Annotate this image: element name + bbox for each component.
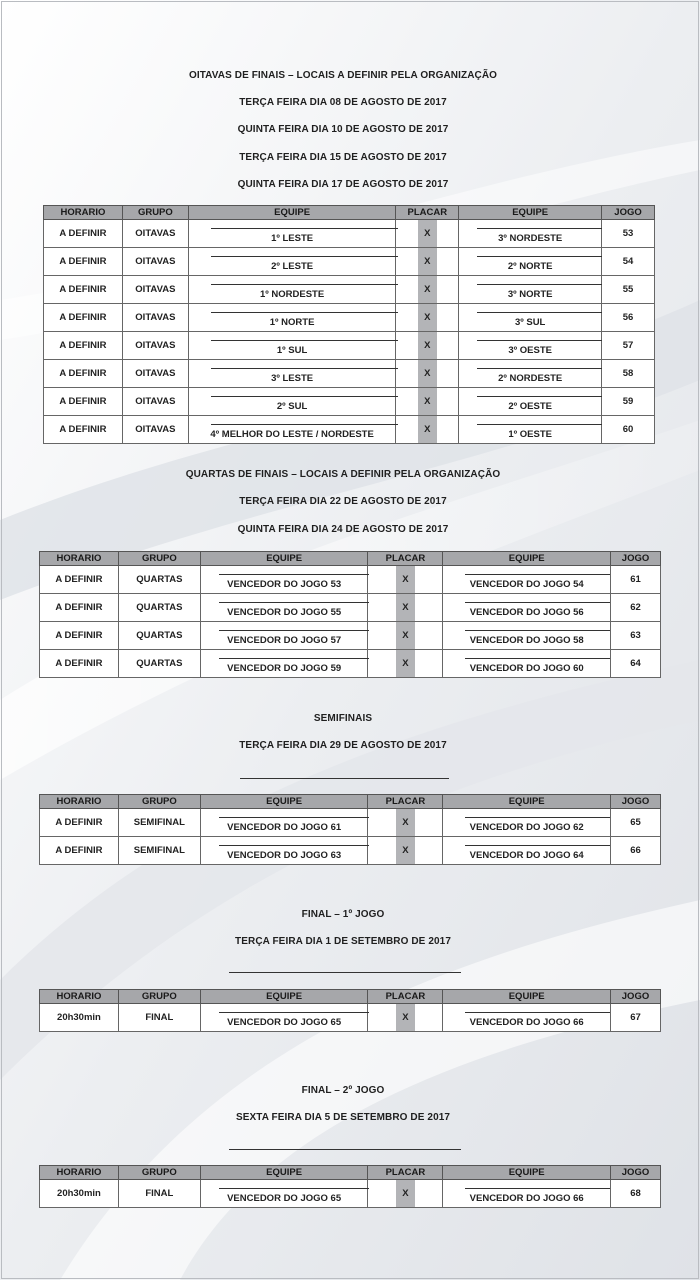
placar-cell (396, 332, 459, 360)
score-box: X (396, 809, 415, 836)
section-title-final-2: FINAL – 2º JOGO (301, 1085, 385, 1096)
header-grupo: GRUPO (122, 206, 188, 220)
header-horario: HORARIO (40, 552, 119, 566)
jogo-cell: 64 (611, 650, 661, 678)
team-home-name: 1º SUL (276, 345, 308, 356)
team-blank-line (219, 845, 369, 846)
score-box: X (418, 332, 437, 359)
team-away-name: 3º OESTE (508, 345, 552, 356)
header-jogo: JOGO (611, 552, 661, 566)
horario-cell: A DEFINIR (40, 650, 119, 678)
team-blank-line (465, 1188, 610, 1189)
team-home-name: VENCEDOR DO JOGO 53 (227, 579, 342, 590)
header-grupo: GRUPO (118, 552, 200, 566)
team-away-name: VENCEDOR DO JOGO 56 (469, 607, 584, 618)
section-title-oitavas: OITAVAS DE FINAIS – LOCAIS A DEFINIR PELA ORGANIZAÇÃO (188, 70, 498, 81)
match-row (40, 837, 661, 865)
placar-cell (368, 594, 443, 622)
header-equipe: EQUIPE (459, 206, 602, 220)
team-blank-line (211, 340, 398, 341)
blank-line (240, 778, 449, 779)
score-box: X (418, 248, 437, 275)
team-blank-line (211, 424, 398, 425)
blank-line (229, 1149, 461, 1150)
team-blank-line (465, 658, 610, 659)
jogo-cell: 65 (611, 809, 661, 837)
team-home-name: 1º NORDESTE (260, 289, 325, 300)
team-home-cell (188, 276, 396, 304)
score-box: X (418, 220, 437, 247)
header-equipe: EQUIPE (200, 990, 368, 1004)
team-away-cell (459, 332, 602, 360)
grupo-cell: OITAVAS (122, 388, 188, 416)
score-box: X (396, 837, 415, 864)
header-jogo: JOGO (611, 795, 661, 809)
placar-cell (368, 566, 443, 594)
score-box: X (396, 650, 415, 677)
score-box: X (418, 388, 437, 415)
team-away-cell (459, 416, 602, 444)
date-line: QUINTA FEIRA DIA 10 DE AGOSTO DE 2017 (237, 124, 449, 135)
final-1-table (39, 989, 661, 1032)
team-blank-line (465, 845, 610, 846)
header-jogo: JOGO (611, 1166, 661, 1180)
team-away-name: 2º NORTE (507, 261, 553, 272)
team-away-cell (443, 566, 611, 594)
team-home-name: 2º LESTE (271, 261, 314, 272)
placar-cell (396, 360, 459, 388)
team-away-name: 1º OESTE (508, 429, 552, 440)
horario-cell: A DEFINIR (44, 332, 123, 360)
team-blank-line (477, 340, 602, 341)
team-blank-line (211, 228, 398, 229)
final-2-table (39, 1165, 661, 1208)
grupo-cell: OITAVAS (122, 276, 188, 304)
horario-cell: A DEFINIR (44, 248, 123, 276)
team-home-cell (188, 220, 396, 248)
team-away-name: 3º SUL (514, 317, 546, 328)
placar-cell (396, 276, 459, 304)
team-home-cell (188, 304, 396, 332)
team-home-name: VENCEDOR DO JOGO 63 (227, 850, 342, 861)
match-row (40, 1004, 661, 1032)
header-placar: PLACAR (368, 990, 443, 1004)
placar-cell (368, 622, 443, 650)
jogo-cell: 67 (611, 1004, 661, 1032)
placar-cell (396, 416, 459, 444)
placar-cell (396, 220, 459, 248)
date-line: TERÇA FEIRA DIA 29 DE AGOSTO DE 2017 (239, 740, 447, 751)
jogo-cell: 56 (602, 304, 655, 332)
placar-cell (368, 1180, 443, 1208)
jogo-cell: 61 (611, 566, 661, 594)
team-away-cell (443, 650, 611, 678)
header-grupo: GRUPO (118, 990, 200, 1004)
team-away-name: 3º NORDESTE (498, 233, 563, 244)
team-blank-line (477, 368, 602, 369)
placar-cell (368, 1004, 443, 1032)
horario-cell: A DEFINIR (44, 416, 123, 444)
team-home-cell (188, 416, 396, 444)
placar-cell (368, 650, 443, 678)
team-blank-line (219, 1188, 369, 1189)
grupo-cell: OITAVAS (122, 248, 188, 276)
date-line: QUINTA FEIRA DIA 17 DE AGOSTO DE 2017 (237, 179, 449, 190)
grupo-cell: SEMIFINAL (118, 837, 200, 865)
team-away-name: VENCEDOR DO JOGO 66 (469, 1017, 584, 1028)
match-row (44, 220, 655, 248)
header-jogo: JOGO (611, 990, 661, 1004)
team-blank-line (219, 1012, 369, 1013)
date-line: QUINTA FEIRA DIA 24 DE AGOSTO DE 2017 (237, 524, 449, 535)
team-blank-line (465, 574, 610, 575)
team-home-name: VENCEDOR DO JOGO 55 (227, 607, 342, 618)
placar-cell (396, 304, 459, 332)
score-box: X (418, 360, 437, 387)
horario-cell: A DEFINIR (40, 594, 119, 622)
team-home-name: VENCEDOR DO JOGO 57 (227, 635, 342, 646)
score-box: X (396, 622, 415, 649)
team-away-cell (459, 304, 602, 332)
header-horario: HORARIO (40, 1166, 119, 1180)
header-equipe: EQUIPE (443, 1166, 611, 1180)
header-placar: PLACAR (396, 206, 459, 220)
header-placar: PLACAR (368, 552, 443, 566)
horario-cell: A DEFINIR (44, 220, 123, 248)
date-line: TERÇA FEIRA DIA 1 DE SETEMBRO DE 2017 (235, 936, 451, 947)
horario-cell: A DEFINIR (40, 809, 119, 837)
team-home-name: VENCEDOR DO JOGO 65 (227, 1017, 342, 1028)
team-blank-line (211, 284, 398, 285)
match-row (40, 566, 661, 594)
date-line: TERÇA FEIRA DIA 15 DE AGOSTO DE 2017 (239, 152, 447, 163)
match-row (40, 622, 661, 650)
team-blank-line (465, 1012, 610, 1013)
team-home-name: VENCEDOR DO JOGO 59 (227, 663, 342, 674)
jogo-cell: 57 (602, 332, 655, 360)
team-blank-line (219, 658, 369, 659)
horario-cell: A DEFINIR (44, 276, 123, 304)
quartas-table (39, 551, 661, 678)
team-home-name: VENCEDOR DO JOGO 61 (227, 822, 342, 833)
team-home-name: 1º NORTE (269, 317, 315, 328)
team-blank-line (465, 630, 610, 631)
team-home-name: VENCEDOR DO JOGO 65 (227, 1193, 342, 1204)
team-home-cell (200, 1004, 368, 1032)
team-blank-line (219, 574, 369, 575)
team-blank-line (219, 602, 369, 603)
team-blank-line (477, 228, 602, 229)
team-home-name: 1º LESTE (271, 233, 314, 244)
header-equipe: EQUIPE (188, 206, 396, 220)
team-home-cell (200, 837, 368, 865)
team-away-name: 2º NORDESTE (498, 373, 563, 384)
section-title-final-1: FINAL – 1º JOGO (301, 909, 385, 920)
team-home-cell (200, 622, 368, 650)
match-row (40, 1180, 661, 1208)
match-row (44, 248, 655, 276)
grupo-cell: QUARTAS (118, 650, 200, 678)
date-line: SEXTA FEIRA DIA 5 DE SETEMBRO DE 2017 (235, 1112, 451, 1123)
team-away-cell (443, 1180, 611, 1208)
jogo-cell: 68 (611, 1180, 661, 1208)
horario-cell: A DEFINIR (44, 360, 123, 388)
grupo-cell: FINAL (118, 1180, 200, 1208)
date-line: TERÇA FEIRA DIA 22 DE AGOSTO DE 2017 (239, 496, 447, 507)
team-home-name: 2º SUL (276, 401, 308, 412)
match-row (44, 360, 655, 388)
match-row (44, 332, 655, 360)
team-blank-line (477, 256, 602, 257)
team-blank-line (477, 312, 602, 313)
grupo-cell: OITAVAS (122, 220, 188, 248)
placar-cell (396, 248, 459, 276)
jogo-cell: 55 (602, 276, 655, 304)
header-placar: PLACAR (368, 795, 443, 809)
grupo-cell: QUARTAS (118, 594, 200, 622)
match-row (44, 276, 655, 304)
header-equipe: EQUIPE (200, 552, 368, 566)
placar-cell (396, 388, 459, 416)
score-box: X (418, 416, 437, 443)
team-home-cell (200, 809, 368, 837)
header-equipe: EQUIPE (443, 795, 611, 809)
team-away-name: VENCEDOR DO JOGO 54 (469, 579, 584, 590)
horario-cell: A DEFINIR (44, 304, 123, 332)
score-box: X (418, 304, 437, 331)
horario-cell: A DEFINIR (40, 566, 119, 594)
section-title-semifinais: SEMIFINAIS (313, 713, 373, 724)
section-title-quartas: QUARTAS DE FINAIS – LOCAIS A DEFINIR PELA ORGANIZAÇÃO (185, 469, 501, 480)
blank-line (229, 972, 461, 973)
team-away-name: 2º OESTE (508, 401, 552, 412)
match-row (40, 809, 661, 837)
oitavas-table (43, 205, 655, 444)
header-horario: HORARIO (40, 795, 119, 809)
jogo-cell: 53 (602, 220, 655, 248)
team-away-name: VENCEDOR DO JOGO 58 (469, 635, 584, 646)
match-row (40, 594, 661, 622)
team-away-cell (459, 220, 602, 248)
header-equipe: EQUIPE (200, 1166, 368, 1180)
team-away-cell (459, 248, 602, 276)
team-away-name: VENCEDOR DO JOGO 60 (469, 663, 584, 674)
score-box: X (396, 594, 415, 621)
match-row (44, 304, 655, 332)
placar-cell (368, 837, 443, 865)
grupo-cell: OITAVAS (122, 332, 188, 360)
team-away-name: VENCEDOR DO JOGO 66 (469, 1193, 584, 1204)
placar-cell (368, 809, 443, 837)
team-blank-line (477, 396, 602, 397)
team-home-name: 4º MELHOR DO LESTE / NORDESTE (210, 429, 374, 440)
team-home-cell (188, 332, 396, 360)
grupo-cell: OITAVAS (122, 360, 188, 388)
score-box: X (396, 566, 415, 593)
header-equipe: EQUIPE (443, 990, 611, 1004)
team-blank-line (477, 284, 602, 285)
team-blank-line (211, 256, 398, 257)
header-placar: PLACAR (368, 1166, 443, 1180)
date-line: TERÇA FEIRA DIA 08 DE AGOSTO DE 2017 (239, 97, 447, 108)
header-jogo: JOGO (602, 206, 655, 220)
score-box: X (396, 1004, 415, 1031)
header-equipe: EQUIPE (200, 795, 368, 809)
team-home-name: 3º LESTE (271, 373, 314, 384)
team-away-name: VENCEDOR DO JOGO 62 (469, 822, 584, 833)
team-home-cell (188, 360, 396, 388)
team-home-cell (200, 594, 368, 622)
team-away-cell (443, 837, 611, 865)
team-home-cell (200, 650, 368, 678)
team-blank-line (477, 424, 602, 425)
horario-cell: 20h30min (40, 1004, 119, 1032)
jogo-cell: 66 (611, 837, 661, 865)
team-home-cell (200, 566, 368, 594)
header-grupo: GRUPO (118, 1166, 200, 1180)
team-home-cell (188, 248, 396, 276)
team-home-cell (188, 388, 396, 416)
team-blank-line (219, 817, 369, 818)
semifinais-table (39, 794, 661, 865)
team-blank-line (211, 312, 398, 313)
jogo-cell: 63 (611, 622, 661, 650)
horario-cell: A DEFINIR (40, 622, 119, 650)
horario-cell: A DEFINIR (40, 837, 119, 865)
header-horario: HORARIO (44, 206, 123, 220)
score-box: X (396, 1180, 415, 1207)
jogo-cell: 58 (602, 360, 655, 388)
team-away-cell (443, 594, 611, 622)
team-away-cell (459, 360, 602, 388)
team-away-cell (443, 622, 611, 650)
team-blank-line (465, 602, 610, 603)
team-blank-line (211, 396, 398, 397)
jogo-cell: 54 (602, 248, 655, 276)
header-horario: HORARIO (40, 990, 119, 1004)
team-away-name: VENCEDOR DO JOGO 64 (469, 850, 584, 861)
grupo-cell: QUARTAS (118, 566, 200, 594)
match-row (44, 388, 655, 416)
header-equipe: EQUIPE (443, 552, 611, 566)
header-grupo: GRUPO (118, 795, 200, 809)
team-blank-line (211, 368, 398, 369)
score-box: X (418, 276, 437, 303)
team-away-cell (443, 1004, 611, 1032)
jogo-cell: 60 (602, 416, 655, 444)
team-away-name: 3º NORTE (507, 289, 553, 300)
team-blank-line (219, 630, 369, 631)
grupo-cell: FINAL (118, 1004, 200, 1032)
team-blank-line (465, 817, 610, 818)
match-row (40, 650, 661, 678)
team-home-cell (200, 1180, 368, 1208)
jogo-cell: 62 (611, 594, 661, 622)
team-away-cell (443, 809, 611, 837)
horario-cell: 20h30min (40, 1180, 119, 1208)
grupo-cell: QUARTAS (118, 622, 200, 650)
team-away-cell (459, 276, 602, 304)
grupo-cell: OITAVAS (122, 304, 188, 332)
jogo-cell: 59 (602, 388, 655, 416)
grupo-cell: SEMIFINAL (118, 809, 200, 837)
match-row (44, 416, 655, 444)
grupo-cell: OITAVAS (122, 416, 188, 444)
team-away-cell (459, 388, 602, 416)
horario-cell: A DEFINIR (44, 388, 123, 416)
